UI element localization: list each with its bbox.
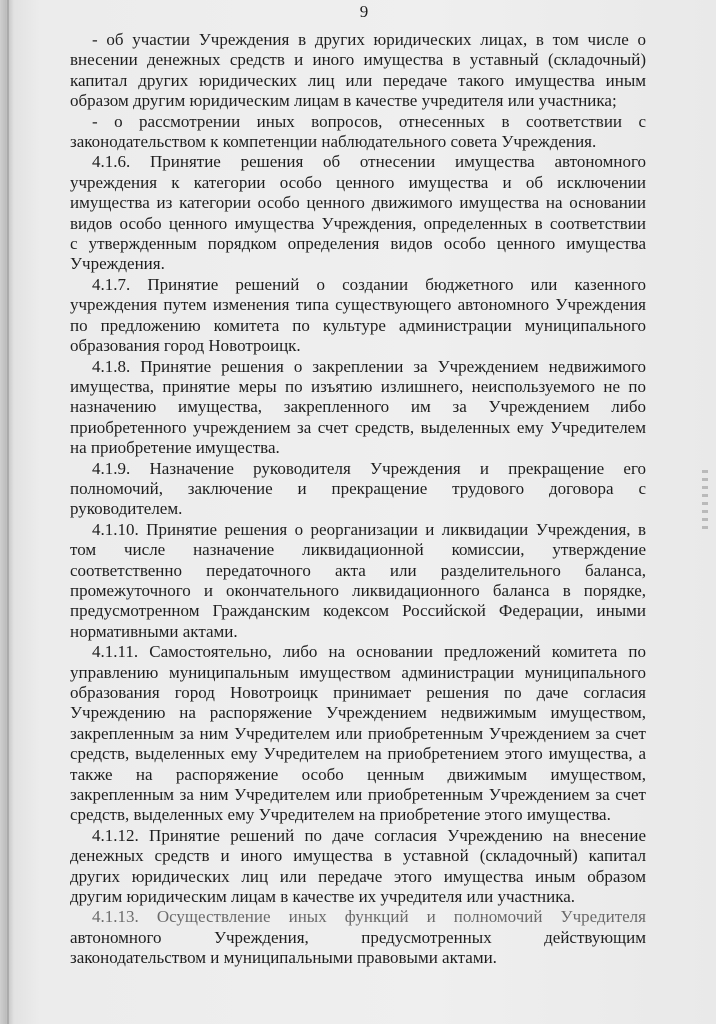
document-body [70,30,646,969]
paragraph [70,520,646,642]
paragraph [70,642,646,826]
text-line: средств, выделенных ему Учредителем на приобретением этого имущества, а [70,744,646,764]
text-line: полномочий, заключение и прекращение трудового договора с [70,478,646,498]
text-line: 4.1.10. Принятие решения о реорганизации и ликвидации Учреждения, в [92,519,646,539]
text-line: 4.1.11. Самостоятельно, либо на основании предложений комитета по [92,642,646,662]
text-line: с утвержденным порядком определения видов особо ценного имущества [70,234,646,254]
text-line: по предложению комитета по культуре администрации муниципального [70,315,646,335]
scan-edge-marks [702,470,708,530]
text-line: 4.1.12. Принятие решений по даче согласия Учреждению на внесение [92,825,646,845]
text-line: учреждения к категории особо ценного имущества и об исключении [70,172,646,192]
paragraph [70,275,646,357]
text-line: образования город Новотроицк. [70,336,301,356]
text-line: имущества из категории особо ценного движимого имущества на основании [70,193,646,213]
text-line: приобретенного учреждением за счет средств, выделенных ему Учредителем [70,417,646,437]
page-number: 9 [359,2,369,21]
text-line: законодательством к компетенции наблюдательного совета Учреждения. [70,132,597,152]
text-line: денежных средств и иного имущества в уставной (складочный) капитал [70,846,646,866]
text-line: промежуточного и окончательного ликвидационного баланса в порядке, [70,580,646,600]
text-line: 4.1.13. Осуществление иных функций и полномочий Учредителя [92,907,646,927]
text-line: - об участии Учреждения в других юридических лицах, в том числе о [92,30,646,49]
text-line: также на распоряжение особо ценным движимым имуществом, [70,764,646,784]
text-line: назначению имущества, закрепленного им за Учреждением либо [70,397,646,417]
paragraph [70,30,646,112]
text-line: Учреждению на распоряжение Учреждением недвижимым имуществом, [70,703,646,723]
text-line: предусмотренном Гражданским кодексом Российской Федерации, иными [70,601,646,621]
text-line: на приобретение имущества. [70,438,280,458]
text-line: 4.1.6. Принятие решения об отнесении имущества автономного [92,152,646,172]
text-line: управлению муниципальным имуществом администрации муниципального [70,662,646,682]
paragraph [70,907,646,968]
text-line: учреждения путем изменения типа существующего автономного Учреждения [70,295,646,315]
text-line: закрепленным за ним Учредителем или приобретенным Учреждением за счет [70,723,646,743]
text-line: видов особо ценного имущества Учреждения, определенных в соответствии [70,213,646,233]
text-line: нормативными актами. [70,621,238,641]
text-line: образом другим юридическим лицам в качестве учредителя или участника; [70,91,617,111]
text-line: том числе назначение ликвидационной комиссии, утверждение [70,540,646,560]
text-line: капитал других юридических лиц или передаче такого имущества иным [70,70,646,90]
text-line: других юридических лиц или передаче этого имущества иным образом [70,866,646,886]
text-line: 4.1.7. Принятие решений о создании бюджетного или казенного [92,274,646,294]
text-line: средств, выделенных ему Учредителем на приобретение этого имущества. [70,805,611,825]
text-line: 4.1.8. Принятие решения о закреплении за Учреждением недвижимого [92,356,646,376]
text-line: внесении денежных средств и иного имущества в уставный (складочный) [70,50,646,70]
text-line: руководителем. [70,499,183,519]
text-line: закрепленным за ним Учредителем или приобретенным Учреждением за счет [70,785,646,805]
text-line: другим юридическим лицам в качестве их учредителя или участника. [70,887,576,907]
text-line: законодательством и муниципальными правовыми актами. [70,948,497,968]
text-line: 4.1.9. Назначение руководителя Учреждения и прекращение его [92,458,646,478]
paragraph [70,357,646,459]
text-line: Учреждения. [70,254,165,274]
text-line: образования город Новотроицк принимает решения по даче согласия [70,683,646,702]
scan-fold-shadow [7,0,9,1024]
paragraph [70,459,646,520]
paragraph [70,826,646,908]
text-line: автономного Учреждения, предусмотренных действующим [70,927,646,947]
text-line: - о рассмотрении иных вопросов, отнесенных в соответствии с [92,111,646,131]
paragraph [70,112,646,153]
text-line: имущества, принятие меры по изъятию излишнего, неиспользуемого не по [70,376,646,396]
paragraph [70,152,646,274]
text-line: соответственно передаточного акта или разделительного баланса, [70,560,646,580]
